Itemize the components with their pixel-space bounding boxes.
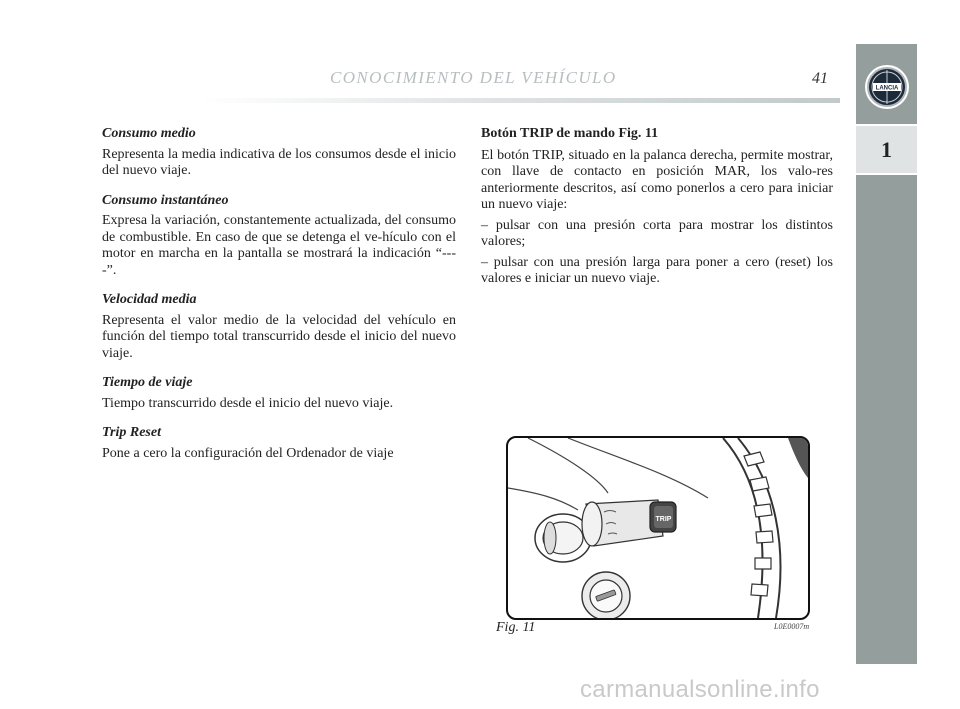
chapter-tab[interactable]: 1 [856,124,917,175]
figure-trip-lever [506,436,810,620]
section-title: Consumo medio [102,126,196,141]
left-column [102,126,456,475]
right-column [481,126,833,292]
trip-bullet-long: – pulsar con una presión larga para poner a cero (reset) los valores e iniciar un nuevo viaje. [481,254,833,286]
trip-section-title: Botón TRIP de mando Fig. 11 [481,126,659,141]
page-number: 41 [812,70,828,87]
section-consumo-instantaneo [102,193,456,280]
section-velocidad-media [102,292,456,362]
trip-bullet-short: – pulsar con una presión corta para mostrar los distintos valores; [481,217,833,249]
trip-paragraph: El botón TRIP, situado en la palanca derecha, permite mostrar, con llave de contacto en posición MAR, los valo-res anteriormente descritos, así como ponerlos a cero para iniciar un nuevo viaje: [481,147,833,212]
figure-code: L0E0007m [774,622,810,631]
section-title: Tiempo de viaje [102,375,193,390]
section-body: Representa la media indicativa de los consumos desde el inicio del nuevo viaje. [102,146,456,178]
header-title: CONOCIMIENTO DEL VEHÍCULO [330,68,617,87]
section-consumo-medio [102,126,456,180]
section-body: Expresa la variación, constantemente actualizada, del consumo de combustible. En caso de que se detenga el ve-hículo con el motor en marcha en la pantalla se mostrará la indicación “----”. [102,213,456,278]
section-body: Pone a cero la configuración del Ordenador de viaje [102,445,394,461]
logo-text: LANCIA [875,85,899,92]
section-tiempo-de-viaje [102,375,456,412]
trip-button-label: TRIP [655,516,672,523]
section-title: Velocidad media [102,292,197,307]
section-title: Consumo instantáneo [102,192,229,208]
section-title: Trip Reset [102,425,161,440]
header-rule [200,98,840,103]
section-body: Tiempo transcurrido desde el inicio del nuevo viaje. [102,395,394,411]
lancia-logo [864,64,910,110]
figure-caption: Fig. 11 [496,620,536,635]
watermark: carmanualsonline.info [580,676,820,703]
section-trip-reset [102,425,456,462]
section-body: Representa el valor medio de la velocidad del vehículo en función del tiempo total transcurrido desde el inicio del nuevo viaje. [102,312,456,361]
